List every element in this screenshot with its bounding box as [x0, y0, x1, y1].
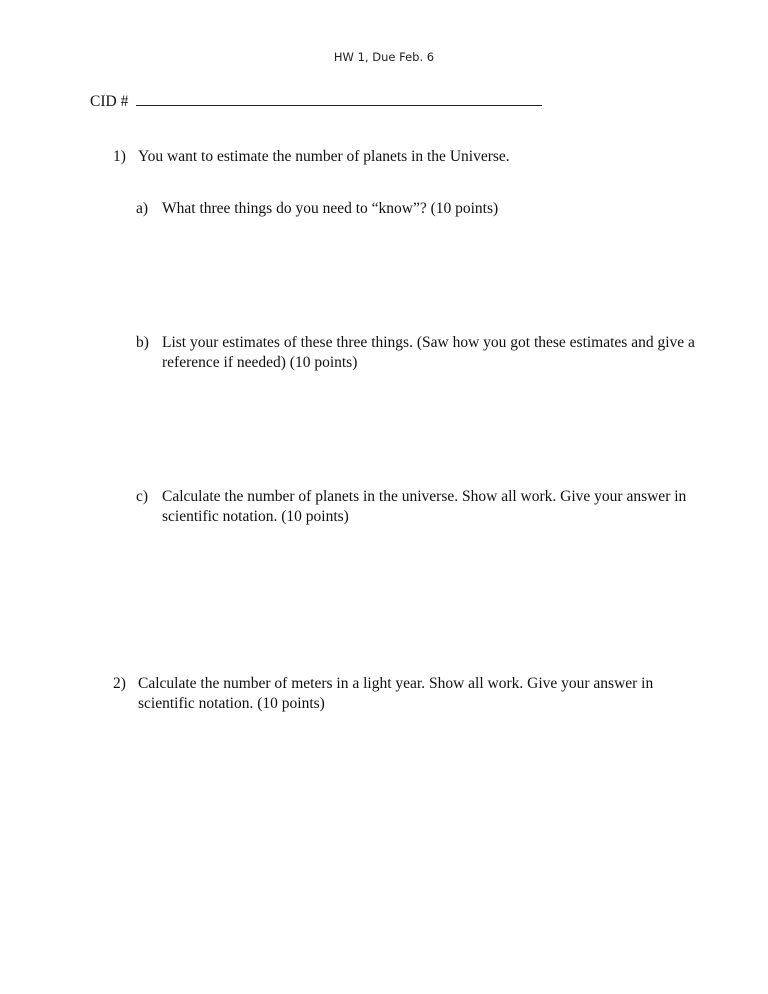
question-number: 1)	[113, 148, 126, 165]
question-text: You want to estimate the number of planets in the Universe.	[138, 148, 510, 165]
part-text: List your estimates of these three things. (Saw how you got these estimates and give a reference if needed) (10 points)	[162, 334, 695, 371]
part-text: Calculate the number of planets in the universe. Show all work. Give your answer in scientific notation. (10 points)	[162, 488, 687, 525]
question-text: Calculate the number of meters in a light year. Show all work. Give your answer in scientific notation. (10 points)	[138, 675, 654, 712]
part-letter: c)	[136, 488, 149, 505]
question-1c	[136, 487, 696, 527]
part-letter: b)	[136, 334, 149, 351]
page-header: HW 1, Due Feb. 6	[333, 50, 435, 64]
question-number: 2)	[113, 675, 126, 692]
cid-field	[90, 90, 542, 112]
question-1b	[136, 333, 696, 373]
question-1	[113, 147, 673, 167]
part-text: What three things do you need to “know”? (10 points)	[162, 200, 499, 217]
part-letter: a)	[136, 200, 149, 217]
question-1a	[136, 199, 696, 219]
cid-label: CID #	[90, 93, 129, 110]
question-2	[113, 674, 673, 714]
cid-input-line[interactable]	[136, 90, 542, 106]
